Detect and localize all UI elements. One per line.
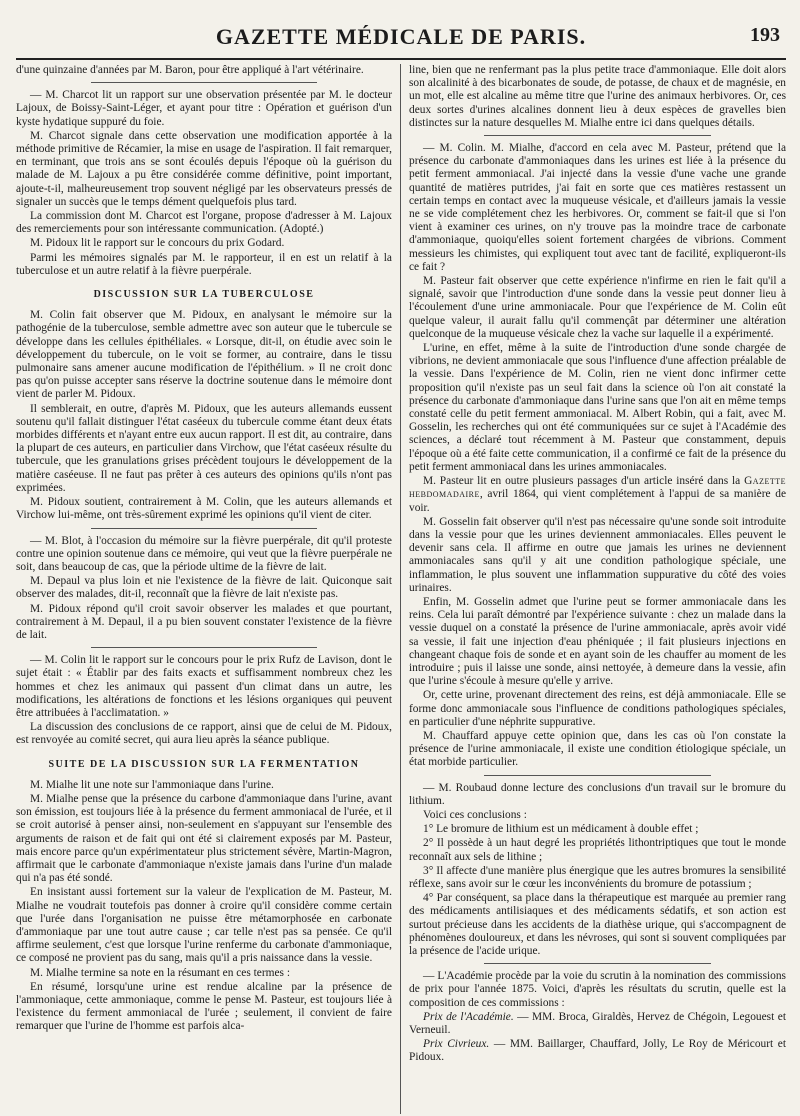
separator: [484, 135, 710, 136]
masthead: [16, 10, 786, 60]
prize-members: — MM. Baillarger, Chauffard, Jolly, Le Roy de Méricourt et Pidoux.: [409, 1038, 786, 1064]
paragraph: Parmi les mémoires signalés par M. le rapporteur, il en est un relatif à la tuberculose et un autre relatif à la fièvre puerpérale.: [16, 251, 392, 277]
paragraph: — L'Académie procède par la voie du scrutin à la nomination des commissions de prix pour l'année 1875. Voici, d'après les résultats du scrutin, quelle est la composition de ces commissions :: [409, 970, 786, 1009]
paragraph: — M. Blot, à l'occasion du mémoire sur la fièvre puerpérale, dit qu'il proteste contre une opinion soutenue dans ce mémoire, qui veut que la fièvre puerpérale ne soit, dans beaucoup de cas, que la période ultime de la fièvre de lait.: [16, 534, 392, 573]
separator: [91, 82, 317, 83]
journal-reference: Gazette hebdomadaire: [409, 475, 786, 501]
paragraph: M. Colin fait observer que M. Pidoux, en analysant le mémoire sur la pathogénie de la tuberculose, semble admettre avec son auteur que le tubercule se développe dans les cellules épithéliales. « Lorsque, dit-il, on étudie avec soin le développement du tubercule, on le voit se former, au contraire, dans le tissu pulmonaire sans amener aucune modification de l'épithélium. » Il ne croit donc pas qu'on puisse accepter sans réserve la doctrine soutenue dans le mémoire dont vient de parler M. Pidoux.: [16, 309, 392, 401]
paragraph: En insistant aussi fortement sur la valeur de l'explication de M. Pasteur, M. Mialhe ne voudrait toutefois pas donner à croire qu'il considère comme certain que l'urée dans l'organisation ne puisse être métamorphosée en carbonate d'ammoniaque par une tout autre cause ; car telle n'est pas sa pensée. Ce qu'il affirme seulement, c'est que lorsque l'urine renferme du carbonate d'ammoniaque, ce composé ne provient pas du sang, mais qu'il a pris naissance dans la vessie.: [16, 886, 392, 965]
conclusion-item: 4° Par conséquent, sa place dans la thérapeutique est marquée au premier rang des médicaments antilisiaques et des médicaments sédatifs, et son action est surtout précieuse dans les accidents de la diathèse urique, qui s'accompagnent de phénomènes douloureux, et dans les névroses, qui sont si souvent compliquées par la présence de l'acide urique.: [409, 892, 786, 957]
separator: [91, 528, 317, 529]
paragraph: M. Mialhe termine sa note en la résumant en ces termes :: [30, 966, 290, 979]
paragraph: Il semblerait, en outre, d'après M. Pidoux, que les auteurs allemands eussent soutenu qu'il fallait distinguer l'état caséeux du tubercule comme étant deux états morbides différents et n'ayant entre eux aucun rapport. Il est dit, au contraire, dans la plupart de ces auteurs, en particulier dans Virchow, que l'état caséeux résulte du tubercule, que les granulations grises précèdent toujours le développement de la matière caséeuse. Il ne faut pas prêter à ces auteurs des opinions qu'ils n'ont pas exprimées.: [16, 402, 392, 494]
right-column: [401, 64, 786, 1114]
conclusion-item: 2° Il possède à un haut degré les propriétés lithontriptiques que tout le monde reconnaît aux sels de lithine ;: [409, 837, 786, 863]
paragraph: M. Gosselin fait observer qu'il n'est pas nécessaire qu'une sonde soit introduite dans la vessie pour que les urines deviennent ammoniacales. Elles peuvent le devenir sans cela. Il affirme en outre que jamais les urines ne deviennent ammoniacales sans qu'il y ait une condition pathologique spéciale, une inflammation, le plus souvent une inflammation suppurative du côté des voies urinaires.: [409, 515, 786, 594]
prize-members: — MM. Broca, Giraldès, Hervez de Chégoin, Legouest et Verneuil.: [409, 1010, 786, 1037]
paragraph: M. Pasteur fait observer que cette expérience n'infirme en rien le fait qu'il a signalé, savoir que l'introduction d'une sonde dans la vessie peut donner lieu à l'écoulement d'une urine ammoniacale. Pour que l'expérience de M. Colin eût quelque valeur, il aurait fallu qu'il commençât par déterminer une altération quelconque de la muqueuse vésicale chez la vache sur laquelle il a expérimenté.: [409, 275, 786, 340]
paragraph: — M. Colin lit le rapport sur le concours pour le prix Rufz de Lavison, dont le sujet était : « Établir par des faits exacts et suffisamment nombreux chez les hommes et chez les animaux qui passent d'un climat dans un autre, les modifications, les altérations de fonctions et les lésions organiques qui peuvent être attribuées à l'acclimatation. »: [16, 654, 392, 719]
separator: [484, 775, 710, 776]
paragraph: La discussion des conclusions de ce rapport, ainsi que de celui de M. Pidoux, est renvoyée au comité secret, qui aura lieu après la séance publique.: [16, 721, 392, 747]
paragraph: M. Chauffard appuye cette opinion que, dans les cas où l'on constate la présence de l'urine ammoniacale, il existe une condition étiologique spéciale, un état morbide particulier.: [409, 729, 786, 769]
paragraph-text: , avril 1864, qui vient complétement à l'appui de sa manière de voir.: [409, 488, 786, 514]
article-columns: [16, 64, 786, 1114]
paragraph: Voici ces conclusions :: [423, 808, 527, 821]
paragraph: M. Pidoux soutient, contrairement à M. Colin, que les auteurs allemands et Virchow lui-même, ont très-sûrement exprimé les opinions qu'il vient de citer.: [16, 496, 392, 522]
paragraph: — M. Charcot lit un rapport sur une observation présentée par M. le docteur Lajoux, de Boissy-Saint-Léger, et ayant pour titre : Opération et guérison d'un kyste hydatique suppuré du foie.: [16, 89, 392, 128]
prize-commission: [409, 1038, 786, 1064]
paragraph: M. Pidoux lit le rapport sur le concours du prix Godard.: [30, 237, 285, 250]
prize-label: Prix Civrieux.: [423, 1038, 490, 1051]
separator: [91, 647, 317, 648]
paragraph: M. Pidoux répond qu'il croit savoir observer les malades et que pourtant, contrairement à M. Depaul, il a pu bien souvent constater l'existence de la fièvre de lait.: [16, 602, 392, 641]
paragraph: M. Charcot signale dans cette observation une modification apportée à la méthode primitive de Récamier, la mise en usage de l'aspiration. Il fait remarquer, en terminant, que trois ans se sont écoulés depuis l'époque où la guérison du malade de M. Lajoux a pu être considérée comme définitive, point important, ajoute-t-il, malheureusement trop souvent négligé par les observateurs pressés de signaler un succès que le temps dément quelquefois plus tard.: [16, 129, 392, 208]
conclusion-item: 3° Il affecte d'une manière plus énergique que les autres bromures la sensibilité réflexe, sans avoir sur le cœur les inconvénients du bromure de potassium ;: [409, 864, 786, 890]
section-heading-fermentation: SUITE DE LA DISCUSSION SUR LA FERMENTATION: [48, 758, 360, 770]
paragraph: [409, 475, 786, 515]
conclusion-item: 1° Le bromure de lithium est un médicament à double effet ;: [423, 823, 699, 836]
prize-commission: [409, 1011, 786, 1037]
left-column: [16, 64, 401, 1114]
paragraph: Enfin, M. Gosselin admet que l'urine peut se former ammoniacale dans les reins. Cela lui paraît démontré par l'expérience suivante : chez un malade dans la vessie duquel on a constaté la présence de l'urine ammoniacale, après avoir vidé sa vessie, il fait une injection d'eau phéniquée ; il fait plusieurs injections en changeant chaque fois de sonde et en ayant soin de les chauffer au moment de les introduire ; puis il laisse une sonde, ainsi nettoyée, à demeure dans la vessie, afin que l'urine s'écoule à mesure qu'elle y arrive.: [409, 595, 786, 688]
paragraph: M. Mialhe pense que la présence du carbone d'ammoniaque dans l'urine, avant son émission, est toujours liée à la présence du ferment ammoniacal de l'urée, et il se croit autorisé à penser ainsi, non-seulement en s'appuyant sur l'ensemble des arguments de raison et de fait qui ont été si clairement exposés par M. Pasteur, mais encore parce qu'un expérimentateur plus strictement sévère, Martin-Magron, affirmait que le carbonate d'ammoniaque n'existe jamais dans l'urine d'un malade qui n'a pas été sondé.: [16, 792, 392, 885]
paragraph: L'urine, en effet, même à la suite de l'introduction d'une sonde chargée de vibrions, ne devient ammoniacale que sous l'influence d'une affection préalable de la vessie. Dans l'expérience de M. Colin, rien ne vient donc infirmer cette proposition qu'il n'existe pas un seul fait dans la science où l'on ait constaté la présence du carbonate d'ammoniaque dans l'urine sans que l'on ait en même temps constaté celle du petit ferment ammoniacal. M. Albert Robin, qui a fait, avec M. Gosselin, les recherches qui ont été communiquées sur ce sujet à l'Académie des sciences, a déclaré tout récemment à M. Pasteur que constamment, depuis l'époque où a été faite cette communication, il a confirmé ce fait de la présence du petit ferment ammoniacal dans les urines ammoniacales.: [409, 342, 786, 473]
prize-label: Prix de l'Académie.: [423, 1010, 514, 1023]
page-number: 193: [750, 24, 780, 46]
section-heading-tuberculose: DISCUSSION SUR LA TUBERCULOSE: [93, 289, 315, 301]
paragraph: M. Mialhe lit une note sur l'ammoniaque dans l'urine.: [30, 778, 274, 791]
paragraph: M. Depaul va plus loin et nie l'existence de la fièvre de lait. Quiconque sait observer des malades, dit-il, reconnaît que la fièvre de lait n'existe pas.: [16, 575, 392, 601]
paragraph: En résumé, lorsqu'une urine est rendue alcaline par la présence de l'ammoniaque, cette ammoniaque, comme le pense M. Pasteur, est toujours liée à l'existence du ferment ammoniacal de l'urée ; seulement, il convient de faire remarquer que l'urine de l'homme est parfois alca-: [16, 980, 392, 1033]
paragraph: d'une quinzaine d'années par M. Baron, pour être appliqué à l'art vétérinaire.: [16, 64, 364, 76]
paragraph-text: M. Pasteur lit en outre plusieurs passages d'un article inséré dans la: [423, 475, 741, 488]
paragraph: — M. Roubaud donne lecture des conclusions d'un travail sur le bromure du lithium.: [409, 781, 786, 807]
paragraph: La commission dont M. Charcot est l'organe, propose d'adresser à M. Lajoux des remerciements pour son intéressante communication. (Adopté.): [16, 210, 392, 236]
separator: [484, 963, 710, 964]
paragraph: Or, cette urine, provenant directement des reins, est déjà ammoniacale. Elle se forme donc ammoniacale sous l'influence de conditions pathologiques spéciales, en particulier d'une néphrite suppurative.: [409, 689, 786, 728]
paragraph: — M. Colin. M. Mialhe, d'accord en cela avec M. Pasteur, prétend que la présence du carbonate d'ammoniaques dans les urines est liée à la présence du petit ferment ammoniacal. J'ai injecté dans la vessie d'une vache une grande quantité de matières putrides, j'ai fait en sorte que ces matières restassent un certain temps en contact avec la muqueuse vésicale, et d'ailleurs jamais la vessie ne se vide complétement chez les herbivores. Or, comment se fait-il que si l'on vient à examiner ces urines, on n'y trouve pas la moindre trace de carbonate d'ammoniaque, quoiqu'elles soient fortement chargées de vibrions. Comment messieurs les chimistes, qui expliquent tout avec tant de facilité, expliqueront-ils ce fait ?: [409, 142, 786, 273]
paragraph: line, bien que ne renfermant pas la plus petite trace d'ammoniaque. Elle doit alors son alcalinité à des bicarbonates de soude, de potasse, de chaux et de magnésie, en un mot, elle est alcaline au même titre que l'urine des animaux herbivores. Or, ces deux sortes d'urines alcalines donnent lieu à deux espèces de gravelles bien distinctes sur la nature desquelles M. Mialhe entre ici dans quelques détails.: [409, 64, 786, 129]
journal-title: GAZETTE MÉDICALE DE PARIS.: [215, 24, 587, 49]
